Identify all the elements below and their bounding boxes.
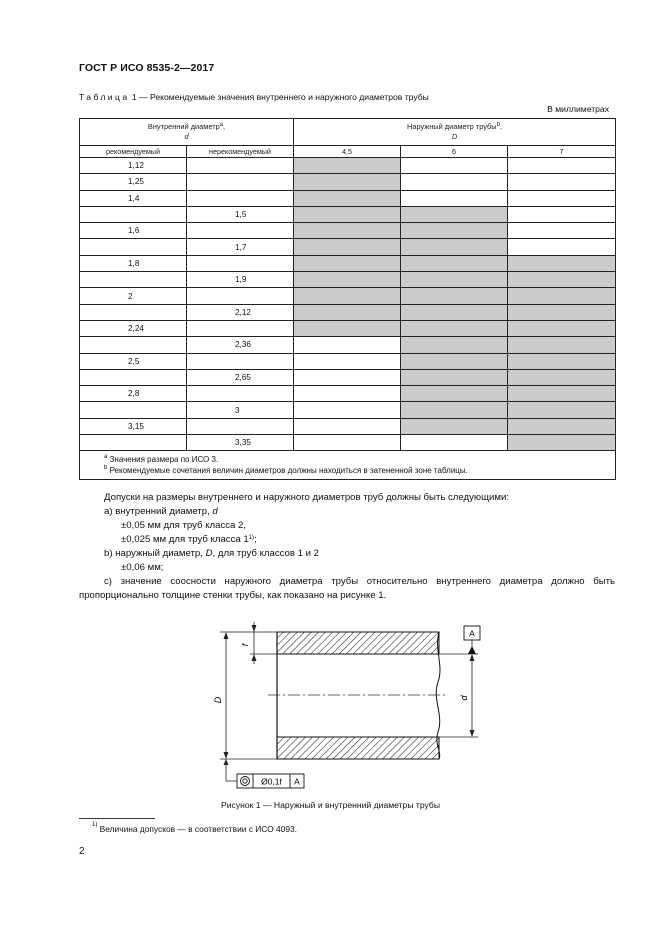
table-row bbox=[80, 288, 616, 304]
datum-label: A bbox=[469, 628, 475, 639]
recommended-cell: 2 bbox=[80, 288, 187, 304]
outer-4-5-cell bbox=[294, 288, 401, 304]
table-footnote-a: $^a$ Значения размера по ИСО 3. bbox=[104, 454, 219, 465]
nonrecommended-cell bbox=[187, 386, 294, 402]
table-row bbox=[80, 255, 616, 271]
nonrecommended-cell bbox=[187, 320, 294, 336]
recommended-cell bbox=[80, 402, 187, 418]
nonrecommended-cell bbox=[187, 158, 294, 174]
outer-4-5-cell bbox=[294, 320, 401, 336]
tolerance-a2: ±0,025 мм для труб класса 1$^{1)}$; bbox=[121, 534, 257, 545]
nonrecommended-cell bbox=[187, 353, 294, 369]
outer-6-cell bbox=[401, 435, 508, 451]
outer-7-cell bbox=[508, 272, 616, 288]
table-subheader-row bbox=[80, 146, 616, 158]
outer-6-cell bbox=[401, 206, 508, 222]
recommended-cell: 2,24 bbox=[80, 320, 187, 336]
recommended-cell: 2,5 bbox=[80, 353, 187, 369]
pipe-figure bbox=[210, 620, 500, 795]
tolerance-b: ±0,06 мм; bbox=[121, 562, 164, 573]
inner-diameter-header: Внутренний диаметр$^а$, d bbox=[80, 119, 294, 146]
recommended-cell bbox=[80, 272, 187, 288]
table-row bbox=[80, 353, 616, 369]
table-row bbox=[80, 435, 616, 451]
outer-4-5-cell bbox=[294, 418, 401, 434]
outer-7-cell bbox=[508, 304, 616, 320]
outer-7-cell bbox=[508, 418, 616, 434]
label-f: f bbox=[240, 643, 250, 647]
recommended-cell bbox=[80, 239, 187, 255]
table-row bbox=[80, 386, 616, 402]
outer-6-cell bbox=[401, 353, 508, 369]
nonrecommended-cell: 3,35 bbox=[187, 435, 294, 451]
nonrecommended-cell bbox=[187, 288, 294, 304]
recommended-cell: 2,8 bbox=[80, 386, 187, 402]
outer-6-cell bbox=[401, 369, 508, 385]
item-c: c) значение соосности наружного диаметра трубы относительно внутреннего диаметра должно быть пропорционально толщине стенки трубы, как показано на рисунке 1. bbox=[79, 576, 615, 601]
recommended-cell: 1,6 bbox=[80, 223, 187, 239]
col-outer-6: 6 bbox=[401, 146, 508, 158]
page-footnote: $^{1)}$ Величина допусков — в соответствии с ИСО 4093. bbox=[92, 822, 297, 834]
recommended-cell: 1,4 bbox=[80, 190, 187, 206]
outer-6-cell bbox=[401, 386, 508, 402]
label-D: D bbox=[213, 696, 223, 704]
outer-7-cell bbox=[508, 337, 616, 353]
col-nonrecommended: нерекомендуемый bbox=[187, 146, 294, 158]
table-footnotes bbox=[80, 451, 616, 480]
table-row bbox=[80, 239, 616, 255]
outer-7-cell bbox=[508, 435, 616, 451]
tolerance-value: Ø0,1f bbox=[261, 776, 282, 787]
outer-7-cell bbox=[508, 402, 616, 418]
recommended-cell bbox=[80, 337, 187, 353]
document-header: ГОСТ Р ИСО 8535-2—2017 bbox=[79, 62, 215, 74]
pipe-wall-top bbox=[277, 632, 439, 654]
nonrecommended-cell bbox=[187, 174, 294, 190]
outer-4-5-cell bbox=[294, 369, 401, 385]
outer-4-5-cell bbox=[294, 353, 401, 369]
outer-4-5-cell bbox=[294, 304, 401, 320]
nonrecommended-cell: 2,65 bbox=[187, 369, 294, 385]
outer-4-5-cell bbox=[294, 174, 401, 190]
nonrecommended-cell bbox=[187, 223, 294, 239]
outer-diameter-header: Наружный диаметр трубы$^b$, D bbox=[294, 119, 616, 146]
table-row bbox=[80, 402, 616, 418]
outer-7-cell bbox=[508, 288, 616, 304]
table-row bbox=[80, 337, 616, 353]
outer-4-5-cell bbox=[294, 386, 401, 402]
outer-6-cell bbox=[401, 320, 508, 336]
inner-diameter-symbol: d bbox=[184, 132, 189, 141]
outer-4-5-cell bbox=[294, 272, 401, 288]
outer-diameter-symbol: D bbox=[451, 132, 458, 141]
table-footnote-b: $^b$ Рекомендуемые сочетания величин диаметров должны находиться в затененной зоне таблицы. bbox=[104, 465, 468, 476]
footnote-divider bbox=[79, 818, 155, 819]
outer-6-cell bbox=[401, 158, 508, 174]
outer-7-cell bbox=[508, 255, 616, 271]
recommended-cell bbox=[80, 304, 187, 320]
nonrecommended-cell: 1,9 bbox=[187, 272, 294, 288]
outer-4-5-cell bbox=[294, 190, 401, 206]
page-number: 2 bbox=[79, 846, 85, 857]
outer-6-cell bbox=[401, 255, 508, 271]
table-row bbox=[80, 223, 616, 239]
col-outer-4-5: 4,5 bbox=[294, 146, 401, 158]
outer-4-5-cell bbox=[294, 223, 401, 239]
nonrecommended-cell bbox=[187, 255, 294, 271]
recommended-cell: 1,25 bbox=[80, 174, 187, 190]
outer-7-cell bbox=[508, 320, 616, 336]
nonrecommended-cell: 2,12 bbox=[187, 304, 294, 320]
outer-7-cell bbox=[508, 353, 616, 369]
diameter-table bbox=[79, 118, 616, 480]
table-caption-label: Таблица bbox=[79, 92, 130, 102]
outer-7-cell bbox=[508, 223, 616, 239]
outer-6-cell bbox=[401, 337, 508, 353]
outer-6-cell bbox=[401, 304, 508, 320]
body-text bbox=[79, 491, 615, 603]
outer-7-cell bbox=[508, 386, 616, 402]
recommended-cell bbox=[80, 369, 187, 385]
nonrecommended-cell: 2,36 bbox=[187, 337, 294, 353]
col-outer-7: 7 bbox=[508, 146, 616, 158]
table-row bbox=[80, 304, 616, 320]
table-row bbox=[80, 174, 616, 190]
outer-4-5-cell bbox=[294, 206, 401, 222]
outer-6-cell bbox=[401, 288, 508, 304]
outer-7-cell bbox=[508, 190, 616, 206]
outer-6-cell bbox=[401, 190, 508, 206]
table-row bbox=[80, 320, 616, 336]
table-row bbox=[80, 158, 616, 174]
outer-4-5-cell bbox=[294, 435, 401, 451]
recommended-cell: 1,8 bbox=[80, 255, 187, 271]
nonrecommended-cell bbox=[187, 418, 294, 434]
nonrecommended-cell: 1,5 bbox=[187, 206, 294, 222]
table-caption-text: 1 — Рекомендуемые значения внутреннего и наружного диаметров трубы bbox=[129, 92, 429, 102]
pipe-wall-bottom bbox=[277, 737, 439, 759]
tolerance-a1: ±0,05 мм для труб класса 2, bbox=[121, 520, 247, 531]
figure-caption: Рисунок 1 — Наружный и внутренний диаметры трубы bbox=[220, 800, 441, 810]
nonrecommended-cell: 3 bbox=[187, 402, 294, 418]
recommended-cell: 1,12 bbox=[80, 158, 187, 174]
table-row bbox=[80, 190, 616, 206]
datum-triangle bbox=[468, 646, 476, 654]
col-recommended: рекомендуемый bbox=[80, 146, 187, 158]
tolerance-datum: A bbox=[294, 776, 300, 787]
outer-7-cell bbox=[508, 239, 616, 255]
outer-6-cell bbox=[401, 418, 508, 434]
outer-6-cell bbox=[401, 239, 508, 255]
intro-paragraph: Допуски на размеры внутреннего и наружного диаметров труб должны быть следующими: bbox=[104, 492, 509, 503]
recommended-cell bbox=[80, 206, 187, 222]
outer-4-5-cell bbox=[294, 239, 401, 255]
item-a: a) внутренний диаметр, d bbox=[104, 506, 218, 517]
outer-4-5-cell bbox=[294, 255, 401, 271]
table-caption bbox=[79, 92, 429, 102]
outer-6-cell bbox=[401, 174, 508, 190]
recommended-cell: 3,15 bbox=[80, 418, 187, 434]
table-footnotes-row bbox=[80, 451, 616, 480]
outer-7-cell bbox=[508, 174, 616, 190]
table-row bbox=[80, 418, 616, 434]
label-d: d bbox=[459, 695, 469, 701]
outer-7-cell bbox=[508, 158, 616, 174]
item-b: b) наружный диаметр, D, для труб классов 1 и 2 bbox=[104, 548, 319, 559]
outer-6-cell bbox=[401, 272, 508, 288]
nonrecommended-cell: 1,7 bbox=[187, 239, 294, 255]
outer-4-5-cell bbox=[294, 402, 401, 418]
outer-7-cell bbox=[508, 206, 616, 222]
table-row bbox=[80, 272, 616, 288]
table-units: В миллиметрах bbox=[547, 104, 609, 114]
outer-6-cell bbox=[401, 223, 508, 239]
nonrecommended-cell bbox=[187, 190, 294, 206]
outer-6-cell bbox=[401, 402, 508, 418]
table-row bbox=[80, 206, 616, 222]
recommended-cell bbox=[80, 435, 187, 451]
outer-4-5-cell bbox=[294, 337, 401, 353]
table-header-row bbox=[80, 119, 616, 146]
outer-4-5-cell bbox=[294, 158, 401, 174]
table-row bbox=[80, 369, 616, 385]
outer-7-cell bbox=[508, 369, 616, 385]
